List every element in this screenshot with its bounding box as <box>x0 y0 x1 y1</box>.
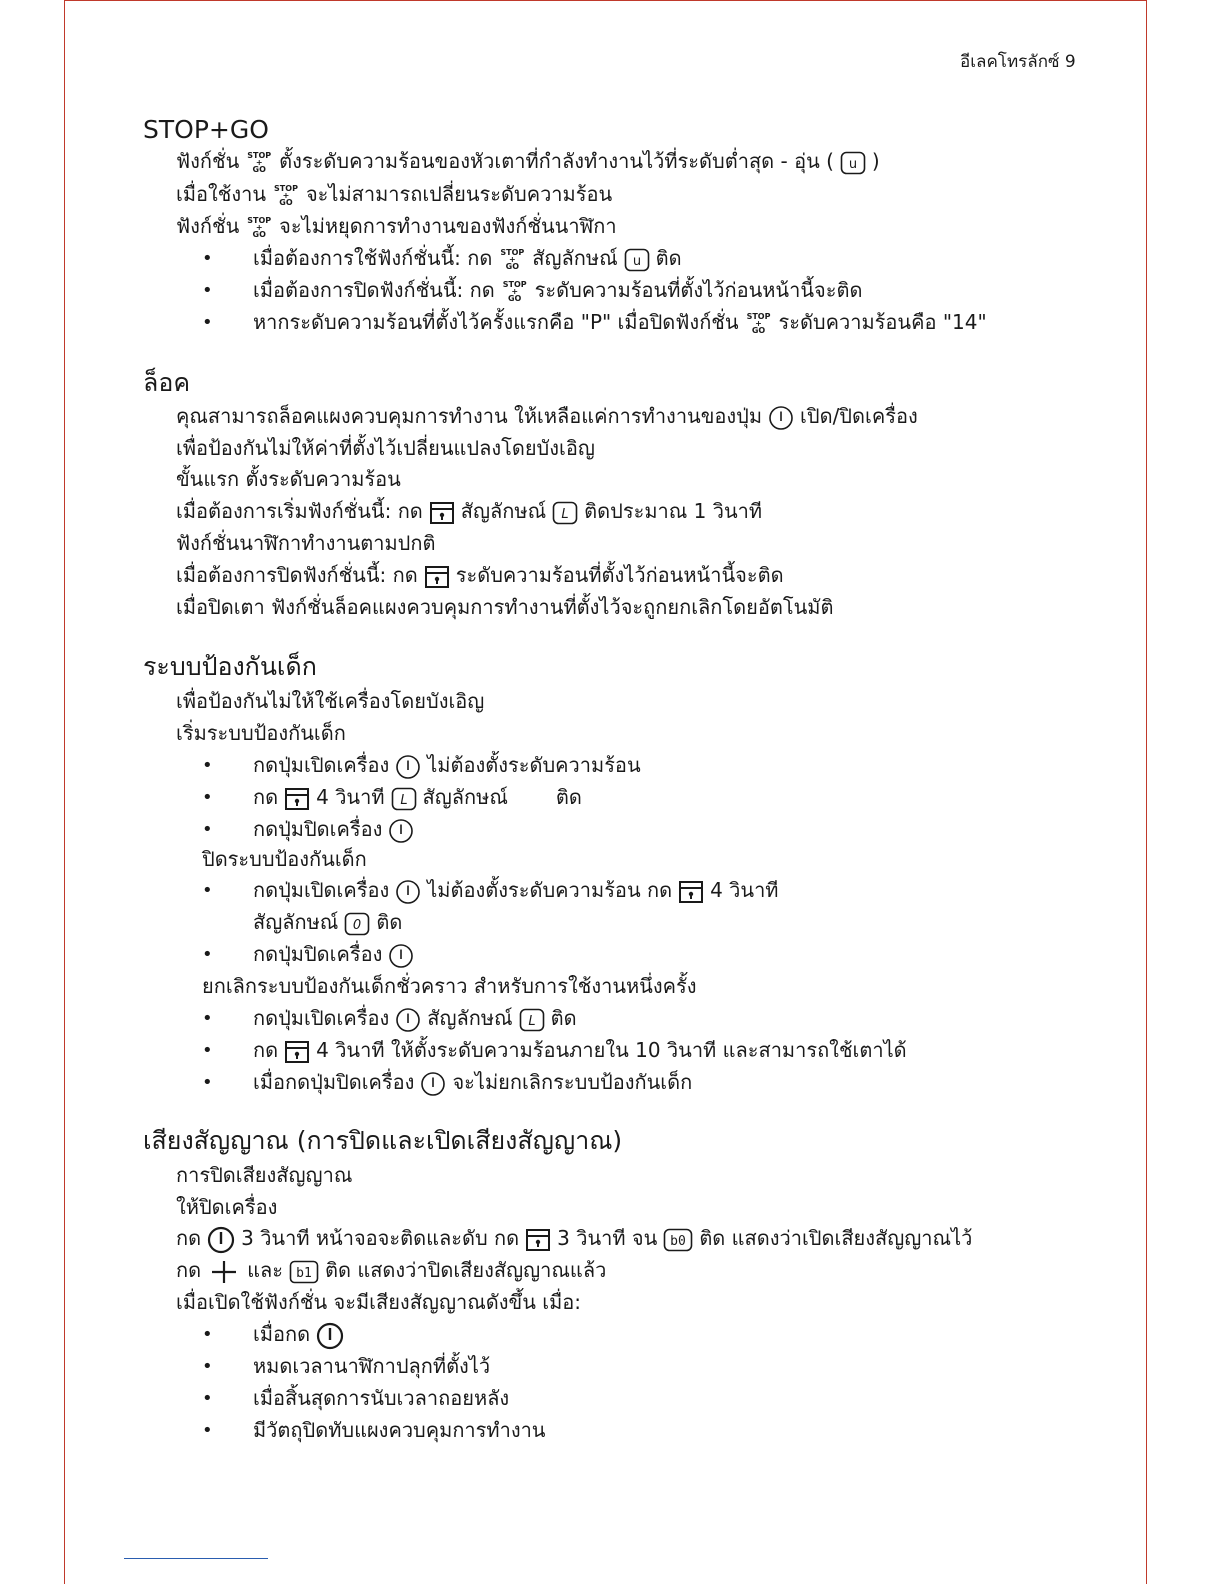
text: ติด <box>655 246 682 270</box>
sound-bullet-3: เมื่อสิ้นสุดการนับเวลาถอยหลัง <box>253 1386 510 1410</box>
sound-bullet-1 <box>253 1320 350 1350</box>
text: ติด <box>555 785 582 809</box>
power-icon <box>207 1226 235 1254</box>
lock-key-icon <box>429 501 455 525</box>
bullet: • <box>202 1040 213 1061</box>
text: 3 วินาที หน้าจอจะติดและดับ กด <box>241 1226 520 1250</box>
display-u-icon <box>840 151 866 175</box>
child-bullet-2 <box>253 783 582 811</box>
lock-key-icon <box>284 1040 310 1064</box>
text: กด <box>176 1258 202 1282</box>
sound-line-3 <box>176 1224 972 1254</box>
text: สัญลักษณ์ <box>253 910 339 934</box>
text: กดปุ่มเปิดเครื่อง <box>253 878 390 902</box>
power-icon <box>395 754 421 780</box>
display-0-icon <box>344 912 370 936</box>
stopgo-line-2 <box>176 180 612 208</box>
text: 4 วินาที ให้ตั้งระดับความร้อนภายใน 10 วินาที และสามารถใช้เตาได้ <box>316 1038 907 1062</box>
text: เปิด/ปิดเครื่อง <box>800 404 918 428</box>
bullet: • <box>202 787 213 808</box>
child-bullet-8 <box>253 1068 692 1097</box>
lock-line-7: เมื่อปิดเตา ฟังก์ชั่นล็อคแผงควบคุมการทำงานที่ตั้งไว้จะถูกยกเลิกโดยอัตโนมัติ <box>176 595 834 619</box>
display-b1-icon <box>289 1260 319 1284</box>
text: กด <box>253 1038 279 1062</box>
child-bullet-1 <box>253 751 641 780</box>
sound-line-1: การปิดเสียงสัญญาณ <box>176 1163 353 1187</box>
svg-text:b1: b1 <box>296 1265 312 1281</box>
child-bullet-5 <box>253 940 420 969</box>
power-icon <box>420 1071 446 1097</box>
child-bullet-7 <box>253 1036 907 1064</box>
display-L-icon <box>519 1008 545 1032</box>
lock-line-1 <box>176 402 918 431</box>
text: สัญลักษณ์ <box>422 785 508 809</box>
stopgo-line-3 <box>176 212 617 240</box>
stopgo-line-1 <box>176 147 880 175</box>
bullet: • <box>202 1420 213 1441</box>
page-header: อีเลคโทรลักซ์ 9 <box>960 52 1076 72</box>
sound-line-2: ให้ปิดเครื่อง <box>176 1195 278 1219</box>
text: สัญลักษณ์ <box>460 499 547 523</box>
svg-text:L: L <box>399 792 408 808</box>
text: ไม่ต้องตั้งระดับความร้อน <box>427 753 641 777</box>
svg-text:0: 0 <box>353 917 362 933</box>
power-icon <box>316 1322 344 1350</box>
power-icon <box>395 879 421 905</box>
stopgo-bullet-2 <box>253 276 862 304</box>
text: 4 วินาที <box>316 785 385 809</box>
lock-line-3: ขั้นแรก ตั้งระดับความร้อน <box>176 467 401 491</box>
text: เมื่อใช้งาน <box>176 182 267 206</box>
lock-key-icon <box>525 1228 551 1252</box>
display-u-icon <box>624 248 650 272</box>
display-L-icon <box>552 501 578 525</box>
text: ฟังก์ชั่น <box>176 149 240 173</box>
stop-go-icon: STOP + GO <box>500 248 525 271</box>
stop-go-icon: STOP + GO <box>247 216 272 239</box>
child-bullet-4 <box>253 876 778 905</box>
child-bullet-6 <box>253 1004 577 1033</box>
text: ระดับความร้อนที่ตั้งไว้ก่อนหน้านี้จะติด <box>534 278 863 302</box>
svg-text:L: L <box>561 506 569 522</box>
text: เมื่อกด <box>253 1322 311 1346</box>
text: คุณสามารถล็อคแผงควบคุมการทำงาน ให้เหลือแค่การทำงานของปุ่ม <box>176 404 763 428</box>
text: เมื่อกดปุ่มปิดเครื่อง <box>253 1070 415 1094</box>
child-bullet-4-cont <box>253 908 402 936</box>
text: ติด แสดงว่าปิดเสียงสัญญาณแล้ว <box>325 1258 607 1282</box>
power-icon <box>395 1007 421 1033</box>
bullet: • <box>202 280 213 301</box>
display-L-icon <box>391 787 417 811</box>
footnote-divider <box>124 1558 268 1559</box>
lock-line-2: เพื่อป้องกันไม่ให้ค่าที่ตั้งไว้เปลี่ยนแปลงโดยบังเอิญ <box>176 436 595 460</box>
bullet: • <box>202 944 213 965</box>
child-line-2: เริ่มระบบป้องกันเด็ก <box>176 721 346 745</box>
power-icon <box>768 405 794 431</box>
lock-heading: ล็อค <box>143 368 191 397</box>
text: กดปุ่มปิดเครื่อง <box>253 817 383 841</box>
display-b0-icon <box>663 1228 693 1252</box>
text: เมื่อต้องการปิดฟังก์ชั่นนี้: กด <box>176 563 418 587</box>
child-line-4: ยกเลิกระบบป้องกันเด็กชั่วคราว สำหรับการใช้งานหนึ่งครั้ง <box>202 974 697 998</box>
stopgo-bullet-3 <box>253 308 987 336</box>
text: ติด <box>376 910 403 934</box>
text: ระดับความร้อนคือ "14" <box>778 310 987 334</box>
text: กดปุ่มเปิดเครื่อง <box>253 753 390 777</box>
lock-line-5: ฟังก์ชั่นนาฬิกาทำงานตามปกติ <box>176 531 436 555</box>
lock-line-6 <box>176 561 784 589</box>
svg-text:b0: b0 <box>670 1233 687 1249</box>
bullet: • <box>202 1388 213 1409</box>
bullet: • <box>202 312 213 333</box>
page-border-right <box>1146 0 1147 1584</box>
text: ติด <box>550 1006 577 1030</box>
stop-go-icon: STOP + GO <box>746 312 771 335</box>
sound-line-4 <box>176 1256 606 1285</box>
text: เมื่อต้องการใช้ฟังก์ชั่นนี้: กด <box>253 246 493 270</box>
text: จะไม่หยุดการทำงานของฟังก์ชั่นนาฬิกา <box>279 214 617 238</box>
stop-go-icon: STOP + GO <box>274 184 298 207</box>
stopgo-heading: STOP+GO <box>143 115 269 144</box>
sound-bullet-4: มีวัตถุปิดทับแผงควบคุมการทำงาน <box>253 1418 546 1442</box>
bullet: • <box>202 1008 213 1029</box>
child-line-1: เพื่อป้องกันไม่ให้ใช้เครื่องโดยบังเอิญ <box>176 689 485 713</box>
stop-go-icon: STOP + GO <box>247 151 272 174</box>
text: สัญลักษณ์ <box>532 246 618 270</box>
svg-text:u: u <box>632 253 641 269</box>
bullet: • <box>202 248 213 269</box>
text: ตั้งระดับความร้อนของหัวเตาที่กำลังทำงานไว้ที่ระดับต่ำสุด - อุ่น ( <box>279 149 834 173</box>
power-icon <box>388 943 414 969</box>
bullet: • <box>202 880 213 901</box>
lock-key-icon <box>678 880 704 904</box>
text: จะไม่ยกเลิกระบบป้องกันเด็ก <box>452 1070 693 1094</box>
stop-go-icon: STOP + GO <box>502 280 527 303</box>
text: ระดับความร้อนที่ตั้งไว้ก่อนหน้านี้จะติด <box>455 563 784 587</box>
bullet: • <box>202 755 213 776</box>
sound-bullet-2: หมดเวลานาฬิกาปลุกที่ตั้งไว้ <box>253 1354 491 1378</box>
sound-heading: เสียงสัญญาณ (การปิดและเปิดเสียงสัญญาณ) <box>143 1126 623 1155</box>
lock-key-icon <box>424 565 450 589</box>
text: ไม่ต้องตั้งระดับความร้อน กด <box>427 878 673 902</box>
power-icon <box>388 818 414 844</box>
text: กดปุ่มเปิดเครื่อง <box>253 1006 390 1030</box>
lock-key-icon <box>284 787 310 811</box>
plus-icon <box>207 1259 241 1285</box>
text: 4 วินาที <box>710 878 779 902</box>
text: ติด แสดงว่าเปิดเสียงสัญญาณไว้ <box>699 1226 973 1250</box>
text: กด <box>176 1226 202 1250</box>
sound-line-5: เมื่อเปิดใช้ฟังก์ชั่น จะมีเสียงสัญญาณดังขึ้น เมื่อ: <box>176 1290 581 1314</box>
bullet: • <box>202 819 213 840</box>
text: และ <box>247 1258 283 1282</box>
text: เมื่อต้องการปิดฟังก์ชั่นนี้: กด <box>253 278 495 302</box>
child-heading: ระบบป้องกันเด็ก <box>143 652 317 681</box>
text: ฟังก์ชั่น <box>176 214 240 238</box>
bullet: • <box>202 1324 213 1345</box>
lock-line-4 <box>176 497 762 525</box>
child-bullet-3 <box>253 815 420 844</box>
page-border-left <box>64 0 65 1584</box>
page-border-top <box>64 0 1147 1</box>
text: กดปุ่มปิดเครื่อง <box>253 942 383 966</box>
svg-text:u: u <box>848 156 858 172</box>
text: ติดประมาณ 1 วินาที <box>584 499 763 523</box>
text: กด <box>253 785 279 809</box>
bullet: • <box>202 1356 213 1377</box>
text: ) <box>871 149 880 173</box>
text: 3 วินาที จน <box>557 1226 658 1250</box>
child-line-3: ปิดระบบป้องกันเด็ก <box>202 847 367 871</box>
text: เมื่อต้องการเริ่มฟังก์ชั่นนี้: กด <box>176 499 423 523</box>
text: หากระดับความร้อนที่ตั้งไว้ครั้งแรกคือ "P" เมื่อปิดฟังก์ชั่น <box>253 310 739 334</box>
svg-text:L: L <box>527 1013 536 1029</box>
text: จะไม่สามารถเปลี่ยนระดับความร้อน <box>305 182 613 206</box>
text: สัญลักษณ์ <box>427 1006 513 1030</box>
stopgo-bullet-1 <box>253 244 682 272</box>
bullet: • <box>202 1072 213 1093</box>
